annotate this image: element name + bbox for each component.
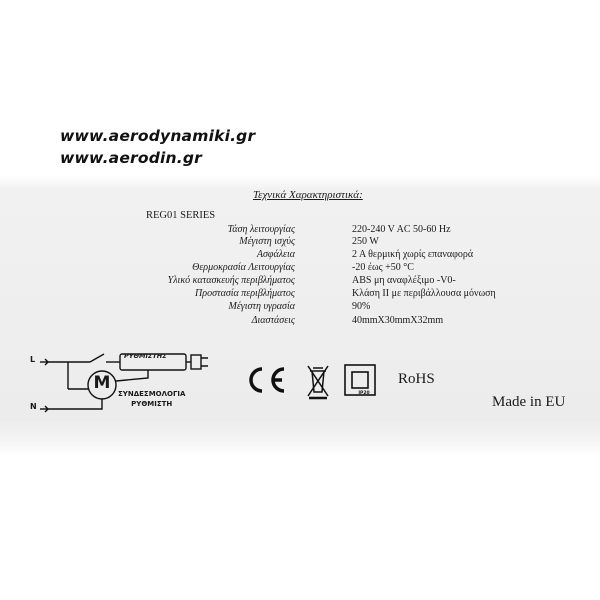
- spec-value-dimensions: 40mmX30mmX32mm: [352, 315, 444, 326]
- ip-rating-label: IP20: [358, 391, 370, 396]
- spec-label-dimensions: Διαστάσεις: [251, 315, 295, 326]
- certification-marks: [246, 360, 476, 410]
- spec-series: REG01 SERIES: [146, 210, 216, 221]
- spec-value-max-power: 250 W: [352, 236, 379, 247]
- website-url-aerodin[interactable]: www.aerodin.gr: [60, 149, 202, 167]
- website-url-aerodynamiki[interactable]: www.aerodynamiki.gr: [60, 127, 256, 145]
- spec-label-fuse: Ασφάλεια: [256, 249, 295, 260]
- spec-value-fuse: 2 A θερμική χωρίς επαναφορά: [352, 249, 474, 260]
- spec-title: Τεχνικά Χαρακτηριστικά:: [253, 189, 363, 201]
- rohs-label: RoHS: [398, 371, 435, 387]
- spec-label-operating-temp: Θερμοκρασία Λειτουργίας: [192, 262, 295, 273]
- spec-value-enclosure-protection: Κλάση II με περιβάλλουσα μόνωση: [352, 288, 496, 299]
- regulator-label: ΡΥΘΜΙΣΤΗΣ: [124, 352, 167, 360]
- spec-label-max-power: Μέγιστη ισχύς: [239, 236, 295, 247]
- spec-value-enclosure-material: ABS μη αναφλέξιμο -V0-: [352, 275, 456, 286]
- ce-mark-icon: [251, 369, 284, 391]
- spec-value-max-humidity: 90%: [352, 301, 371, 312]
- wiring-caption-line2: ΡΥΘΜΙΣΤΗ: [131, 400, 173, 408]
- wiring-caption-line1: ΣΥΝΔΕΣΜΟΛΟΓΙΑ: [118, 390, 186, 398]
- spec-label-enclosure-protection: Προστασία περιβλήματος: [195, 288, 295, 299]
- spec-label-voltage: Τάση λειτουργίας: [227, 224, 295, 235]
- neutral-wire-label: N: [30, 402, 37, 411]
- spec-label-max-humidity: Μέγιστη υγρασία: [228, 301, 295, 312]
- spec-value-voltage: 220-240 V AC 50-60 Hz: [352, 224, 451, 235]
- wiring-diagram-caption: [118, 389, 185, 409]
- made-in-label: Made in EU: [492, 394, 566, 410]
- motor-symbol-label: M: [93, 373, 111, 393]
- spec-value-operating-temp: -20 έως +50 °C: [352, 262, 414, 273]
- line-wire-label: L: [30, 355, 36, 364]
- weee-crossed-bin-icon: [308, 366, 328, 398]
- spec-label-enclosure-material: Υλικό κατασκευής περιβλήματος: [167, 275, 295, 286]
